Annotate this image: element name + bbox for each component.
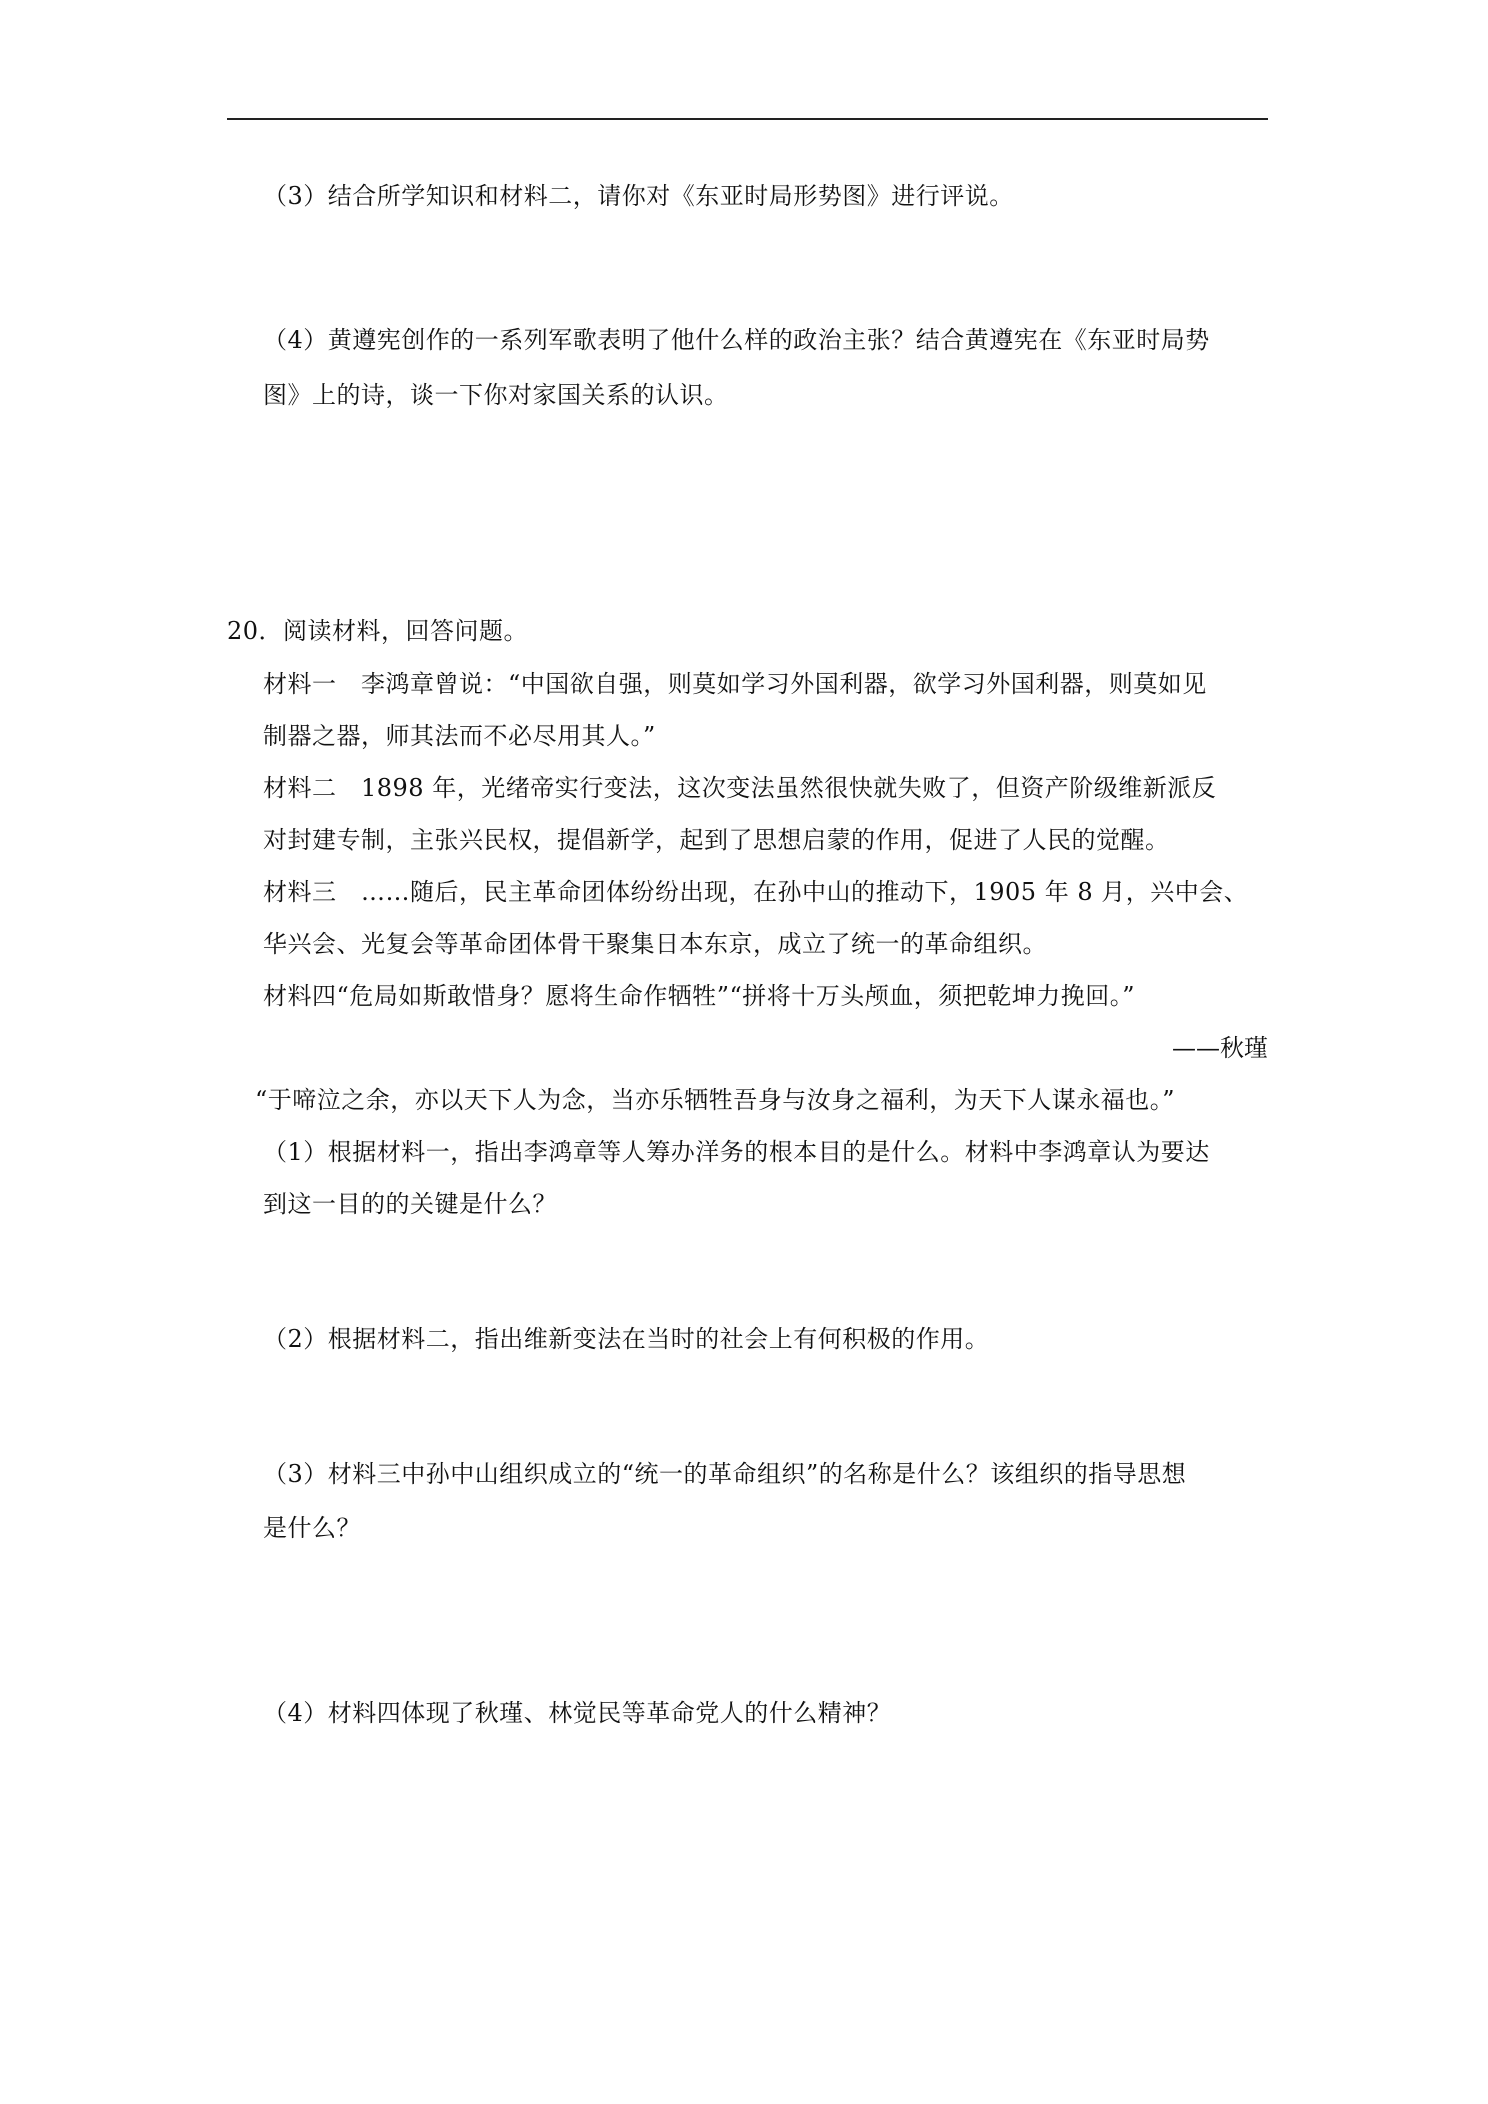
question-20-3-line-1: （3）材料三中孙中山组织成立的“统一的革命组织”的名称是什么？该组织的指导思想 — [263, 1460, 1187, 1488]
question-20-3-line-2: 是什么？ — [263, 1514, 361, 1542]
material-4-attribution: ——秋瑾 — [1172, 1034, 1268, 1062]
material-1-line-2: 制器之器，师其法而不必尽用其人。” — [263, 722, 656, 750]
question-20-1-line-1: （1）根据材料一，指出李鸿章等人筹办洋务的根本目的是什么。材料中李鸿章认为要达 — [263, 1138, 1210, 1166]
question-20-1-line-2: 到这一目的的关键是什么？ — [263, 1190, 557, 1218]
question-20-2: （2）根据材料二，指出维新变法在当时的社会上有何积极的作用。 — [263, 1325, 990, 1353]
question-20-title: 20．阅读材料，回答问题。 — [227, 617, 529, 645]
question-20-4: （4）材料四体现了秋瑾、林觉民等革命党人的什么精神？ — [263, 1699, 892, 1727]
header-rule — [227, 118, 1268, 120]
material-3-line-2: 华兴会、光复会等革命团体骨干聚集日本东京，成立了统一的革命组织。 — [263, 930, 1047, 958]
question-19-4-line-1: （4）黄遵宪创作的一系列军歌表明了他什么样的政治主张？结合黄遵宪在《东亚时局势 — [263, 326, 1210, 354]
material-2-line-1: 材料二 1898 年，光绪帝实行变法，这次变法虽然很快就失败了，但资产阶级维新派反 — [263, 774, 1217, 802]
material-1-line-1: 材料一 李鸿章曾说：“中国欲自强，则莫如学习外国利器，欲学习外国利器，则莫如见 — [263, 670, 1207, 698]
material-4-line-2: “于啼泣之余，亦以天下人为念，当亦乐牺牲吾身与汝身之福利，为天下人谋永福也。” — [255, 1086, 1176, 1114]
material-3-line-1: 材料三 ……随后，民主革命团体纷纷出现，在孙中山的推动下，1905 年 8 月，兴中会、 — [263, 878, 1249, 906]
question-19-4-line-2: 图》上的诗，谈一下你对家国关系的认识。 — [263, 381, 729, 409]
material-2-line-2: 对封建专制，主张兴民权，提倡新学，起到了思想启蒙的作用，促进了人民的觉醒。 — [263, 826, 1170, 854]
material-4-line-1: 材料四“危局如斯敢惜身？愿将生命作牺牲”“拼将十万头颅血，须把乾坤力挽回。” — [263, 982, 1136, 1010]
question-19-3: （3）结合所学知识和材料二，请你对《东亚时局形势图》进行评说。 — [263, 182, 1014, 210]
